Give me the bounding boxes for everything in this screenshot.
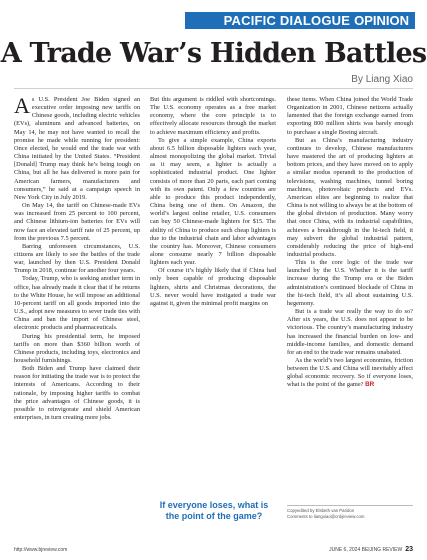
article-title: A Trade War’s Hidden Battles — [0, 38, 427, 69]
end-mark: BR — [365, 381, 375, 389]
paragraph: To give a simple example, China exports about 6.5 billion disposable lighters each year, almost monopolizing the global market. Trivial as it may seem, a lighter is actually a sophisticated industrial product. One lighter consists of more than 20 parts, each part coming with its own patent. Only a few countries are able to produce this product independently, China being one of them. On Amazon, the world’s largest online retailer, U.S. consumers can buy 50 Chinese-made lighters for $15. The ability of China to produce such cheap lighters is due to the industrial chain and labor advantages the country has. Moreover, Chinese consumers alone consume nearly 7 billion disposable lighters each year. — [150, 136, 276, 267]
paragraph: Today, Trump, who is seeking another term in office, has already made it clear that if he returns to the White House, he will impose an additional 10-percent tariff on all goods imported into the U.S., adopt new measures to sever trade ties with China and ban the import of Chinese steel, electronic products and pharmaceuticals. — [14, 275, 140, 332]
paragraph: Both Biden and Trump have claimed their reason for initiating the trade war is to protect the interests of Americans. According to their rationale, by imposing higher tariffs to combat the price advantages of Chinese goods, it is possible to reinvigorate and shield American enterprises, in turn creating more jobs. — [14, 365, 140, 422]
paragraph: During his presidential term, he imposed tariffs on more than $360 billion worth of Chinese products, including toys, electronics and household furnishings. — [14, 332, 140, 364]
column-3 — [287, 96, 413, 390]
column-2 — [150, 96, 276, 308]
paragraph: This is the core logic of the trade war launched by the U.S. Whether it is the tariff increase during the Trump era or the Biden administration’s continued blockade of China in the hi-tech field, it’s all about sustaining U.S. hegemony. — [287, 259, 413, 307]
paragraph: Of course it’s highly likely that if China had only been capable of producing disposable lighters, shirts and Christmas decorations, the U.S. never would have instigated a trade war against it, given the minimal profit margins on — [150, 267, 276, 307]
paragraph: As U.S. President Joe Biden signed an executive order imposing new tariffs on Chinese goods, including electric vehicles (EVs), aluminum and advanced batteries, on May 14, he may not have wanted to recall the promise he made while running for president: Once elected, he would end the trade war with China initiated by the United States. “President [Donald] Trump may think he’s being tough on China, but all he has delivered is more pain for American farmers, manufacturers and consumers,” he said at a campaign speech in New York City in July 2019. — [14, 93, 140, 201]
byline: By Liang Xiao — [351, 74, 413, 85]
website-link[interactable]: http://www.bjreview.com — [14, 546, 68, 553]
copyeditor-credit: Copyedited by Elsbeth van Paridon — [287, 508, 355, 513]
paragraph: But as China’s manufacturing industry continues to develop, Chinese manufacturers have mastered the art of producing lighters at bottom prices, and they have moved on to apply a similar modus operandi to the production of televisions, washing machines, tunnel boring machines, photovoltaic products and EVs. American elites are beginning to realize that China is not willing to always be at the bottom of the global division of production. Many worry that once China, with its industrial capabilities, achieves a breakthrough in the hi-tech field, it may subvert the global industrial pattern, considerably reducing the price of high-end industrial products. — [287, 136, 413, 258]
divider — [14, 88, 413, 89]
pull-quote: If everyone loses, what is the point of the game? — [159, 500, 269, 521]
page-number: 23 — [405, 546, 413, 553]
section-label: PACIFIC DIALOGUE — [223, 13, 351, 28]
credits — [287, 505, 413, 520]
opinion-label: OPINION — [354, 13, 409, 28]
paragraph: Barring unforeseen circumstances, U.S. citizens are likely to see the battles of the trade war, launched by then U.S. President Donald Trump in 2018, continue for another four years. — [14, 242, 140, 275]
paragraph: On May 14, the tariff on Chinese-made EVs was increased from 25 percent to 100 percent, and Chinese lithium-ion batteries for EVs will now face an elevated tariff rate of 25 percent, up from the previous 7.5 percent. — [14, 202, 140, 242]
paragraph: But is a trade war really the way to do so? After six years, the U.S. does not appear to be victorious. The country’s manufacturing industry has increased the financial burden on low- and middle-income families, and domestic demand for an end to the trade war remains unabated. — [287, 308, 413, 356]
issue-info: JUNE 6, 2024 BEIJING REVIEW 23 — [329, 546, 413, 553]
section-header — [185, 12, 415, 29]
paragraph: But this argument is riddled with shortcomings. The U.S. economy operates as a free market economy, where the core principle is to effectively allocate resources through the market to achieve maximum efficiency and profits. — [150, 96, 276, 136]
comments-contact: Comments to liangxiao@cnbjreview.com — [287, 514, 365, 519]
column-1 — [14, 93, 140, 422]
dropcap: A — [14, 93, 30, 118]
paragraph: As the world’s two largest economies, friction between the U.S. and China will inevitably affect global economic recovery. So if everyone loses, what is the point of the game? BR — [287, 357, 413, 389]
paragraph: these items. When China joined the World Trade Organization in 2001, Chinese netizens actually lamented that the foreign exchange earned from exporting 800 million shirts was barely enough to purchase a single Boeing aircraft. — [287, 96, 413, 136]
page-footer — [14, 546, 413, 553]
